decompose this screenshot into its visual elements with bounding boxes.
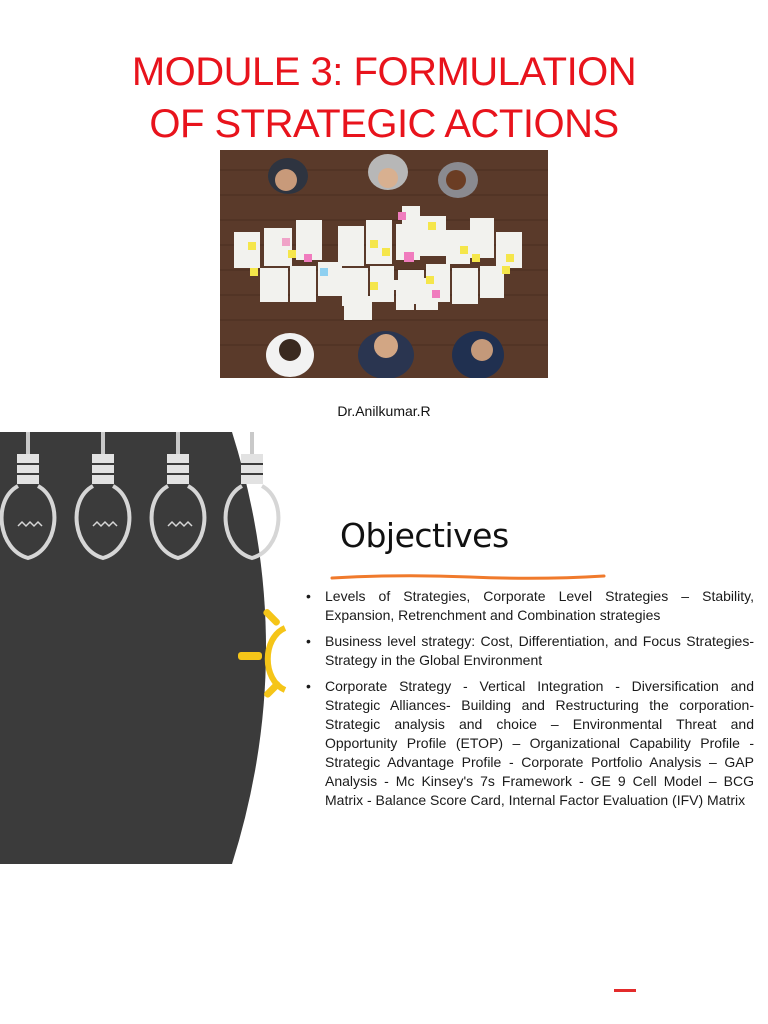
chalkboard-lightbulbs-illustration (0, 432, 320, 864)
objective-item (306, 587, 754, 625)
title-slide (0, 0, 768, 432)
objective-text: Business level strategy: Cost, Differentiation, and Focus Strategies- Strategy in the Global Environment (325, 633, 754, 668)
red-dash-mark (614, 989, 636, 992)
objectives-heading: Objectives (340, 516, 509, 555)
objectives-list (306, 587, 754, 817)
objectives-slide (0, 432, 768, 864)
author-name: Dr.Anilkumar.R (337, 403, 431, 419)
objective-text: Levels of Strategies, Corporate Level Strategies – Stability, Expansion, Retrenchment and Combination strategies (325, 588, 754, 623)
bullet-icon: • (306, 678, 311, 694)
bullet-icon: • (306, 633, 311, 649)
title-line-1: MODULE 3: FORMULATION (131, 50, 637, 94)
blank-footer-area (0, 864, 768, 1024)
objective-item (306, 632, 754, 670)
heading-underline (330, 572, 606, 582)
objective-item (306, 677, 754, 810)
module-title (84, 46, 684, 150)
title-line-2: OF STRATEGIC ACTIONS (149, 102, 619, 146)
bullet-icon: • (306, 588, 311, 604)
team-meeting-photo (220, 150, 548, 378)
objective-text: Corporate Strategy - Vertical Integration - Diversification and Strategic Alliances- Building and Restructuring the corporation- Strategic analysis and choice – Environmental Threat and Opportunity Profile (ETOP) – Organizational Capability Profile - Strategic Advantage Profile - Corporate Portfolio Analysis – GAP Analysis - Mc Kinsey's 7s Framework - GE 9 Cell Model – BCG Matrix - Balance Score Card, Internal Factor Evaluation (IFV) Matrix (325, 678, 754, 808)
